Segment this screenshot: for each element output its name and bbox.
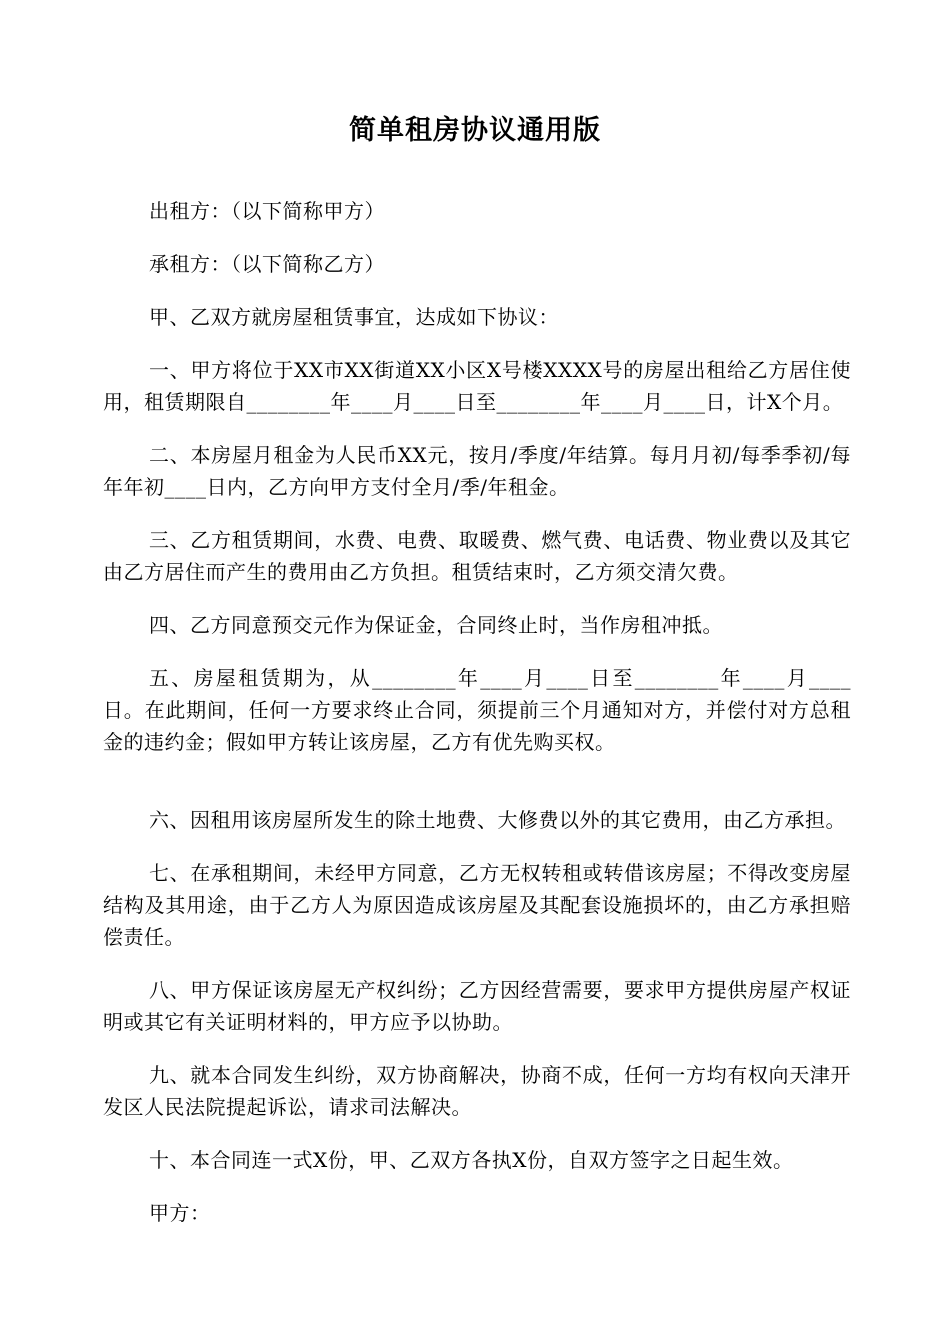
signature-party-a: 甲方：: [149, 1201, 211, 1225]
clause-5: 五、房屋租赁期为，从________年____月____日至________年____月____日。在此期间，任何一方要求终止合同，须提前三个月通知对方，并偿付对方总租金的违约金；假如甲方转让该房屋，乙方有优先购买权。: [103, 666, 851, 754]
clause-8: 八、甲方保证该房屋无产权纠纷；乙方因经营需要，要求甲方提供房屋产权证明或其它有关证明材料的，甲方应予以协助。: [103, 978, 851, 1034]
clause-2: 二、本房屋月租金为人民币XX元，按月/季度/年结算。每月月初/每季季初/每年年初____日内，乙方向甲方支付全月/季/年租金。: [103, 443, 851, 499]
paragraph-lessee: 承租方：（以下简称乙方）: [149, 252, 385, 276]
clause-7: 七、在承租期间，未经甲方同意，乙方无权转租或转借该房屋；不得改变房屋结构及其用途，由于乙方人为原因造成该房屋及其配套设施损坏的，由乙方承担赔偿责任。: [103, 861, 851, 949]
paragraph-intro: 甲、乙双方就房屋租赁事宜，达成如下协议：: [149, 305, 559, 329]
clause-9: 九、就本合同发生纠纷，双方协商解决，协商不成，任何一方均有权向天津开发区人民法院提起诉讼，请求司法解决。: [103, 1063, 851, 1119]
document-body: [103, 195, 851, 1250]
clause-1: 一、甲方将位于XX市XX街道XX小区X号楼XXXX号的房屋出租给乙方居住使用，租赁期限自________年____月____日至________年____月____日，计X个月。: [103, 358, 851, 414]
clause-6: 六、因租用该房屋所发生的除土地费、大修费以外的其它费用，由乙方承担。: [149, 808, 846, 832]
clause-3: 三、乙方租赁期间，水费、电费、取暖费、燃气费、电话费、物业费以及其它由乙方居住而产生的费用由乙方负担。租赁结束时，乙方须交清欠费。: [103, 528, 851, 584]
document-title: 简单租房协议通用版: [349, 115, 601, 146]
clause-4: 四、乙方同意预交元作为保证金，合同终止时，当作房租冲抵。: [149, 613, 723, 637]
paragraph-lessor: 出租方：（以下简称甲方）: [149, 199, 385, 223]
clause-10: 十、本合同连一式X份，甲、乙双方各执X份，自双方签字之日起生效。: [149, 1148, 794, 1172]
